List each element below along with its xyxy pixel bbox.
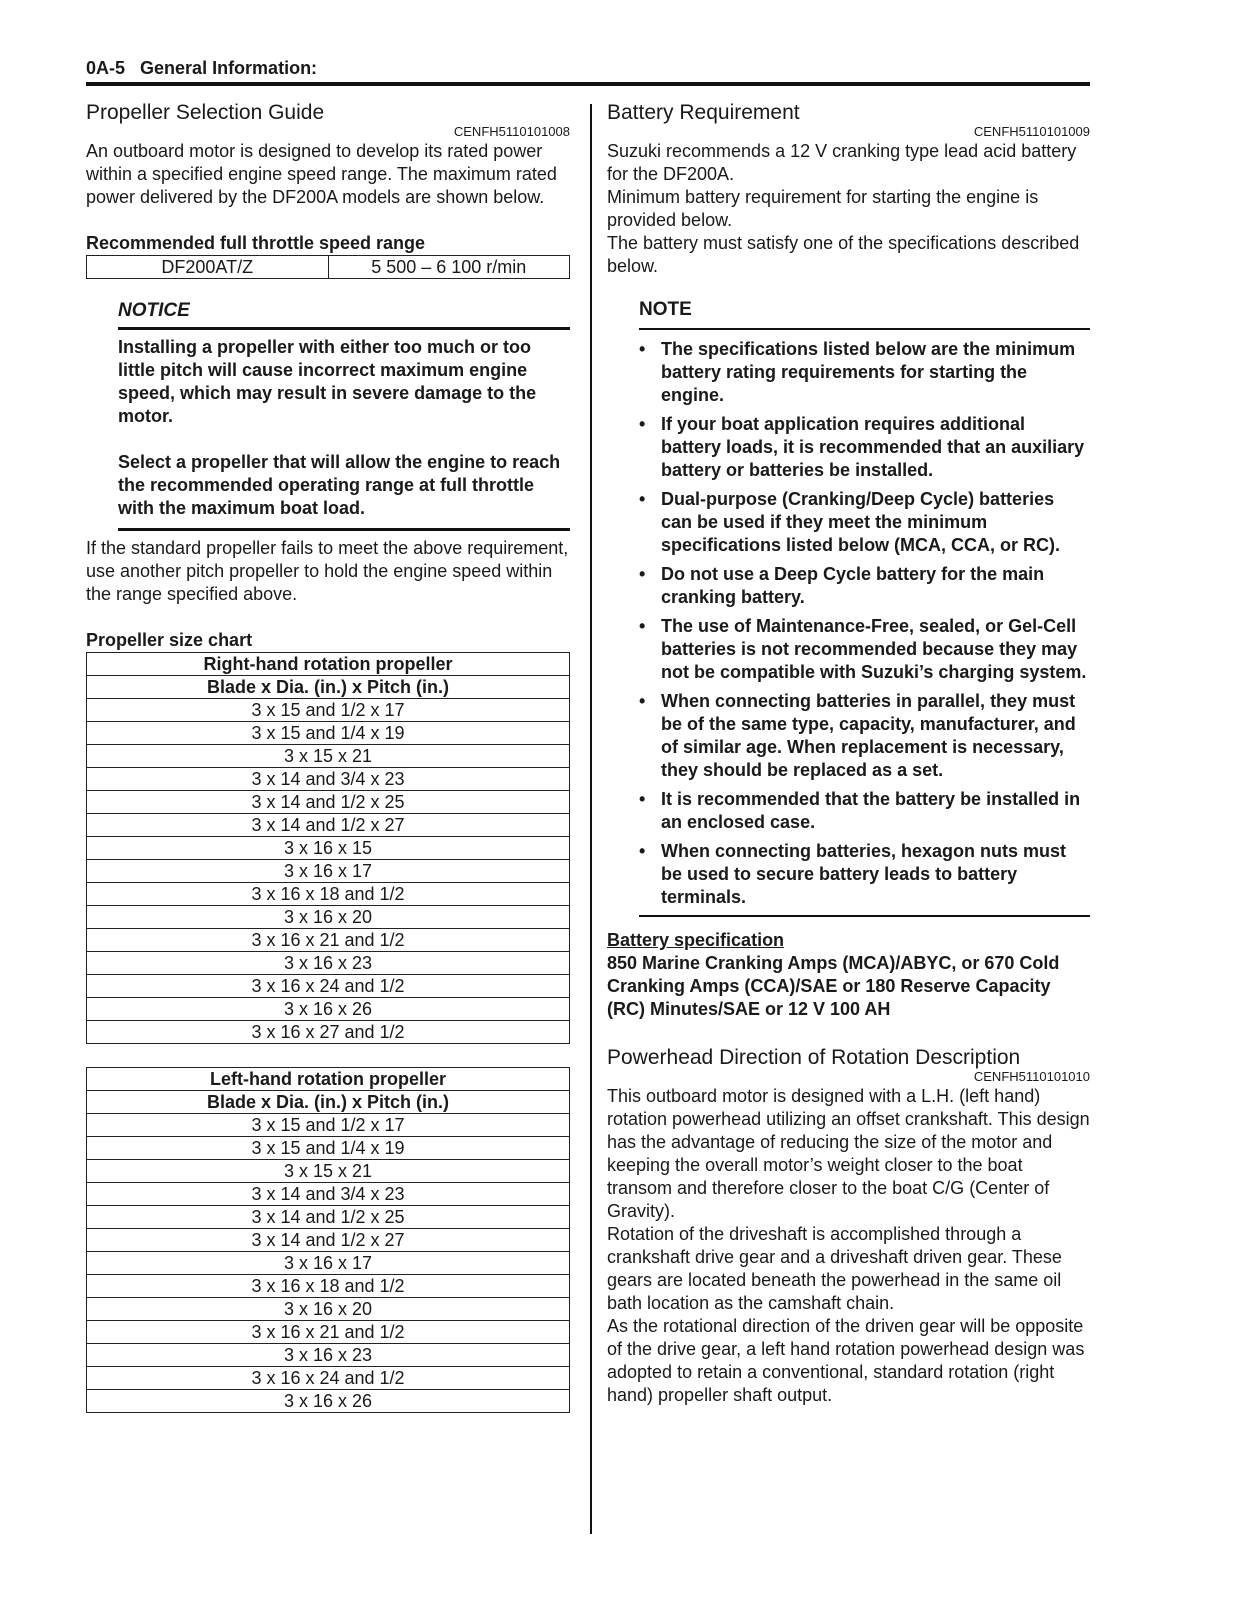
bullet-icon: • xyxy=(639,789,646,809)
table-cell: 3 x 15 and 1/4 x 19 xyxy=(87,722,570,745)
table-row xyxy=(87,722,570,745)
column-divider xyxy=(590,104,592,1534)
rotation-para-2: Rotation of the driveshaft is accomplished through a crankshaft drive gear and a driveshaft driven gear. These gears are located beneath the powerhead in the same oil bath location as the camshaft chain. xyxy=(607,1224,1062,1313)
table-row xyxy=(87,1229,570,1252)
notice-box xyxy=(118,299,570,531)
table-row xyxy=(87,791,570,814)
table-row xyxy=(87,1206,570,1229)
note-item-text: Do not use a Deep Cycle battery for the main cranking battery. xyxy=(661,564,1045,607)
table-row xyxy=(87,768,570,791)
table-row xyxy=(87,906,570,929)
size-chart-heading: Propeller size chart xyxy=(86,630,253,650)
table-row xyxy=(87,699,570,722)
table-row xyxy=(87,1021,570,1044)
lh-propeller-table xyxy=(86,1067,570,1413)
prop-guide-title: Propeller Selection Guide xyxy=(86,101,325,124)
note-item-text: It is recommended that the battery be installed in an enclosed case. xyxy=(661,789,1081,832)
right-column xyxy=(607,100,1090,1407)
table-cell: 3 x 16 x 27 and 1/2 xyxy=(87,1021,570,1044)
table-row xyxy=(87,998,570,1021)
table-cell: 3 x 16 x 24 and 1/2 xyxy=(87,975,570,998)
note-item xyxy=(639,788,1090,834)
table-cell: 3 x 14 and 1/2 x 25 xyxy=(87,1206,570,1229)
table-row xyxy=(87,1390,570,1413)
table-cell: 3 x 16 x 21 and 1/2 xyxy=(87,929,570,952)
table-row xyxy=(87,929,570,952)
rotation-code: CENFH5110101010 xyxy=(973,1069,1090,1084)
table-row xyxy=(87,745,570,768)
prop-guide-code: CENFH5110101008 xyxy=(453,124,570,139)
notice-bottom-rule xyxy=(118,528,570,531)
page-header xyxy=(86,58,317,79)
note-item-text: Dual-purpose (Cranking/Deep Cycle) batteries can be used if they meet the minimum specifications listed below (MCA, CCA, or RC). xyxy=(661,489,1061,555)
notice-para-2: Select a propeller that will allow the engine to reach the recommended operating range at full throttle with the maximum boat load. xyxy=(118,452,561,518)
table-cell: 3 x 16 x 20 xyxy=(87,906,570,929)
table-cell: 3 x 16 x 17 xyxy=(87,860,570,883)
notice-top-rule xyxy=(118,327,570,330)
note-item xyxy=(639,840,1090,909)
table-cell: 3 x 16 x 17 xyxy=(87,1252,570,1275)
notice-para-1: Installing a propeller with either too much or too little pitch will cause incorrect maximum engine speed, which may result in severe damage to the motor. xyxy=(118,337,537,426)
bullet-icon: • xyxy=(639,489,646,509)
table-cell: 3 x 16 x 23 xyxy=(87,952,570,975)
note-item xyxy=(639,338,1090,407)
table-row xyxy=(87,814,570,837)
note-box xyxy=(639,298,1090,917)
table-row xyxy=(87,975,570,998)
table-cell: 3 x 14 and 1/2 x 27 xyxy=(87,1229,570,1252)
speed-range-heading: Recommended full throttle speed range xyxy=(86,233,426,253)
table-row xyxy=(87,837,570,860)
table-header-row xyxy=(87,1068,570,1091)
table-row xyxy=(87,1252,570,1275)
rh-table-subtitle: Blade x Dia. (in.) x Pitch (in.) xyxy=(87,676,570,699)
lh-table-title: Left-hand rotation propeller xyxy=(87,1068,570,1091)
note-item xyxy=(639,413,1090,482)
table-cell: 3 x 14 and 3/4 x 23 xyxy=(87,1183,570,1206)
table-cell: 3 x 14 and 1/2 x 27 xyxy=(87,814,570,837)
table-row xyxy=(87,1114,570,1137)
table-row xyxy=(87,256,570,279)
note-item-text: If your boat application requires additional battery loads, it is recommended that an auxiliary battery or batteries be installed. xyxy=(661,414,1085,480)
table-header-row xyxy=(87,1091,570,1114)
speed-range-table xyxy=(86,255,570,279)
rotation-title: Powerhead Direction of Rotation Description xyxy=(607,1046,1021,1069)
table-row xyxy=(87,952,570,975)
table-cell: 3 x 16 x 21 and 1/2 xyxy=(87,1321,570,1344)
note-item xyxy=(639,615,1090,684)
table-row xyxy=(87,1275,570,1298)
battery-para-3: The battery must satisfy one of the specifications described below. xyxy=(607,233,1080,276)
note-title: NOTE xyxy=(639,299,692,320)
table-cell: 3 x 16 x 15 xyxy=(87,837,570,860)
speed-model: DF200AT/Z xyxy=(87,256,329,279)
table-row xyxy=(87,883,570,906)
table-cell: 3 x 15 and 1/2 x 17 xyxy=(87,699,570,722)
bullet-icon: • xyxy=(639,691,646,711)
page-number: 0A-5 xyxy=(86,58,126,78)
lh-table-subtitle: Blade x Dia. (in.) x Pitch (in.) xyxy=(87,1091,570,1114)
table-cell: 3 x 16 x 18 and 1/2 xyxy=(87,1275,570,1298)
table-cell: 3 x 16 x 26 xyxy=(87,998,570,1021)
left-column xyxy=(86,100,570,1413)
note-item xyxy=(639,488,1090,557)
rh-table-title: Right-hand rotation propeller xyxy=(87,653,570,676)
speed-range-value: 5 500 – 6 100 r/min xyxy=(328,256,570,279)
battery-title: Battery Requirement xyxy=(607,101,800,124)
rotation-para-1: This outboard motor is designed with a L.H. (left hand) rotation powerhead utilizing an offset crankshaft. This design has the advantage of reducing the size of the motor and keeping the overall motor’s weight closer to the boat transom and therefore closer to the boat C/G (Center of Gravity). xyxy=(607,1086,1090,1221)
table-cell: 3 x 15 x 21 xyxy=(87,745,570,768)
battery-code: CENFH5110101009 xyxy=(973,124,1090,139)
note-item-text: When connecting batteries in parallel, they must be of the same type, capacity, manufacturer, and of similar age. When replacement is necessary, they should be replaced as a set. xyxy=(661,691,1076,780)
bullet-icon: • xyxy=(639,841,646,861)
table-row xyxy=(87,1183,570,1206)
note-item-text: The use of Maintenance-Free, sealed, or Gel-Cell batteries is not recommended because they may not be compatible with Suzuki’s charging system. xyxy=(661,616,1087,682)
bullet-icon: • xyxy=(639,414,646,434)
rotation-para-3: As the rotational direction of the driven gear will be opposite of the drive gear, a left hand rotation powerhead design was adopted to retain a conventional, standard rotation (right hand) propeller shaft output. xyxy=(607,1316,1085,1405)
note-item xyxy=(639,690,1090,782)
note-top-rule xyxy=(639,328,1090,330)
table-cell: 3 x 15 and 1/4 x 19 xyxy=(87,1137,570,1160)
table-cell: 3 x 15 x 21 xyxy=(87,1160,570,1183)
table-cell: 3 x 14 and 3/4 x 23 xyxy=(87,768,570,791)
battery-spec-body: 850 Marine Cranking Amps (MCA)/ABYC, or 670 Cold Cranking Amps (CCA)/SAE or 180 Reserve Capacity (RC) Minutes/SAE or 12 V 100 AH xyxy=(607,953,1060,1019)
header-rule xyxy=(86,82,1090,86)
section-title: General Information: xyxy=(140,58,318,78)
rh-propeller-table xyxy=(86,652,570,1044)
note-bottom-rule xyxy=(639,915,1090,917)
table-cell: 3 x 16 x 26 xyxy=(87,1390,570,1413)
table-cell: 3 x 15 and 1/2 x 17 xyxy=(87,1114,570,1137)
battery-para-2: Minimum battery requirement for starting the engine is provided below. xyxy=(607,187,1039,230)
table-cell: 3 x 14 and 1/2 x 25 xyxy=(87,791,570,814)
table-row xyxy=(87,860,570,883)
battery-para-1: Suzuki recommends a 12 V cranking type lead acid battery for the DF200A. xyxy=(607,141,1077,184)
bullet-icon: • xyxy=(639,564,646,584)
note-item-text: The specifications listed below are the minimum battery rating requirements for starting the engine. xyxy=(661,339,1076,405)
table-cell: 3 x 16 x 20 xyxy=(87,1298,570,1321)
table-row xyxy=(87,1298,570,1321)
table-row xyxy=(87,1160,570,1183)
table-row xyxy=(87,1321,570,1344)
note-item-text: When connecting batteries, hexagon nuts must be used to secure battery leads to battery terminals. xyxy=(661,841,1067,907)
table-header-row xyxy=(87,653,570,676)
table-cell: 3 x 16 x 18 and 1/2 xyxy=(87,883,570,906)
table-cell: 3 x 16 x 24 and 1/2 xyxy=(87,1367,570,1390)
bullet-icon: • xyxy=(639,339,646,359)
notice-title: NOTICE xyxy=(118,300,190,321)
prop-guide-intro: An outboard motor is designed to develop its rated power within a specified engine speed range. The maximum rated power delivered by the DF200A models are shown below. xyxy=(86,141,557,207)
table-row xyxy=(87,1367,570,1390)
note-list xyxy=(639,338,1090,909)
table-header-row xyxy=(87,676,570,699)
table-row xyxy=(87,1344,570,1367)
table-row xyxy=(87,1137,570,1160)
table-cell: 3 x 16 x 23 xyxy=(87,1344,570,1367)
note-item xyxy=(639,563,1090,609)
bullet-icon: • xyxy=(639,616,646,636)
after-notice-text: If the standard propeller fails to meet the above requirement, use another pitch propeller to hold the engine speed within the range specified above. xyxy=(86,538,569,604)
battery-spec-heading: Battery specification xyxy=(607,930,785,950)
